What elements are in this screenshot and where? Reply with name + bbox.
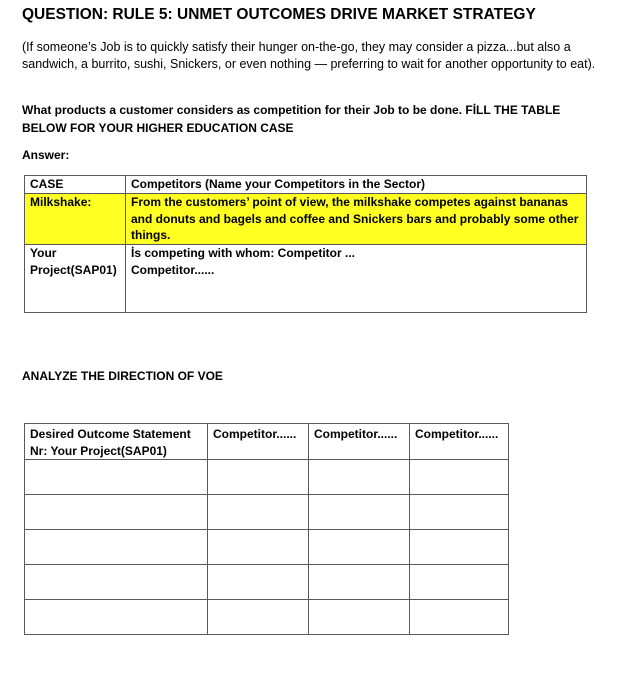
question-text: What products a customer considers as competition for their Job to be done. FİLL THE TABLE BELOW FOR YOUR HIGHER EDUCATION CASE — [22, 103, 561, 135]
project-competitors-line2: Competitor...... — [131, 262, 215, 277]
project-case-cell — [25, 245, 126, 313]
case-table-header-row — [25, 176, 587, 194]
competitor1-header-cell: Competitor...... — [208, 424, 309, 460]
project-case-line1: Your — [30, 246, 57, 260]
answer-label: Answer: — [22, 148, 70, 162]
voe-cell[interactable] — [25, 565, 208, 600]
voe-cell[interactable] — [410, 530, 509, 565]
voe-cell[interactable] — [208, 460, 309, 495]
voe-cell[interactable] — [309, 530, 410, 565]
voe-header-row — [25, 424, 509, 460]
voe-cell[interactable] — [208, 530, 309, 565]
outcome-header-cell — [25, 424, 208, 460]
intro-paragraph: (If someone’s Job is to quickly satisfy their hunger on-the-go, they may consider a pizza...but also a sandwich, a burrito, sushi, Snickers, or even nothing — preferring to wait for another opportunity to eat). — [22, 40, 596, 71]
voe-cell[interactable] — [309, 460, 410, 495]
voe-cell[interactable] — [25, 495, 208, 530]
competitors-header-cell: Competitors (Name your Competitors in the Sector) — [126, 176, 587, 194]
voe-cell[interactable] — [410, 600, 509, 635]
voe-cell[interactable] — [309, 600, 410, 635]
milkshake-row — [25, 194, 587, 245]
project-competitors-cell[interactable] — [126, 245, 587, 313]
milkshake-case-cell: Milkshake: — [25, 194, 126, 245]
project-case-line2: Project(SAP01) — [30, 262, 117, 277]
competitor2-header-cell: Competitor...... — [309, 424, 410, 460]
voe-table-row — [25, 495, 509, 530]
voe-cell[interactable] — [309, 495, 410, 530]
voe-cell[interactable] — [410, 565, 509, 600]
outcome-header-line1: Desired Outcome Statement — [30, 427, 191, 441]
voe-heading: ANALYZE THE DIRECTION OF VOE — [22, 369, 223, 383]
project-competitors-line1: İs competing with whom: Competitor ... — [131, 246, 355, 260]
voe-table-row — [25, 530, 509, 565]
project-row — [25, 245, 587, 313]
voe-cell[interactable] — [25, 530, 208, 565]
case-table — [24, 175, 587, 313]
voe-cell[interactable] — [410, 460, 509, 495]
competitor3-header-cell: Competitor...... — [410, 424, 509, 460]
voe-cell[interactable] — [25, 460, 208, 495]
voe-cell[interactable] — [309, 565, 410, 600]
voe-table-row — [25, 460, 509, 495]
milkshake-competitors-cell: From the customers’ point of view, the milkshake competes against bananas and donuts and bagels and coffee and Snickers bars and probably some other things. — [126, 194, 587, 245]
voe-cell[interactable] — [208, 600, 309, 635]
voe-table — [24, 423, 509, 635]
voe-cell[interactable] — [208, 565, 309, 600]
voe-cell[interactable] — [25, 600, 208, 635]
voe-table-row — [25, 600, 509, 635]
voe-cell[interactable] — [208, 495, 309, 530]
outcome-header-line2: Nr: Your Project(SAP01) — [30, 443, 167, 458]
case-header-cell: CASE — [25, 176, 126, 194]
voe-cell[interactable] — [410, 495, 509, 530]
page-title: QUESTION: RULE 5: UNMET OUTCOMES DRIVE MARKET STRATEGY — [22, 6, 536, 23]
voe-table-row — [25, 565, 509, 600]
